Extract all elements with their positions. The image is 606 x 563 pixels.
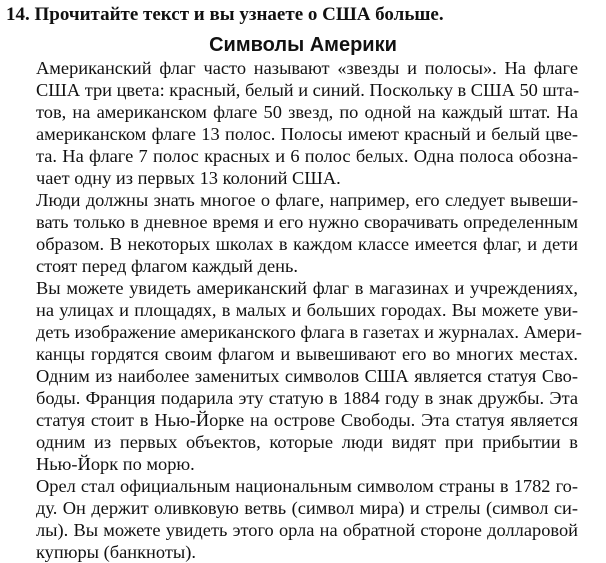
text-line: купюры (банкноты). — [36, 542, 196, 562]
text-line: стоят перед флагом каждый день. — [36, 256, 298, 276]
text-line: лы). Вы можете увидеть этого орла на обратной стороне долларовой — [36, 520, 578, 540]
text-line: канцы гордятся своим флагом и вывешивают его во многих местах. — [36, 344, 578, 364]
text-line: американском флаге 13 полос. Полосы имеют красный и белый цве- — [36, 124, 578, 144]
text-line: статуя стоит в Нью-Йорке на острове Свободы. Эта статуя является — [36, 410, 578, 430]
document-title: Символы Америки — [209, 34, 397, 56]
text-line: деть изображение американского флага в газетах и журналах. Амери- — [36, 322, 582, 342]
text-line: вать только в дневное время и его нужно сворачивать определенным — [36, 212, 578, 232]
text-line: Люди должны знать многое о флаге, например, его следует вывеши- — [36, 190, 578, 210]
text-line: та. На флаге 7 полос красных и 6 полос белых. Одна полоса обозна- — [36, 146, 578, 166]
text-line: одним из первых объектов, которые люди видят при прибытии в — [36, 432, 578, 452]
text-line: Вы можете увидеть американский флаг в магазинах и учреждениях, — [36, 278, 578, 298]
text-line: США три цвета: красный, белый и синий. Поскольку в США 50 шта- — [36, 80, 580, 100]
text-line: чает одну из первых 13 колоний США. — [36, 168, 341, 188]
text-line: Орел стал официальным национальным символом страны в 1782 го- — [36, 476, 578, 496]
text-line: ду. Он держит оливковую ветвь (символ мира) и стрелы (символ си- — [36, 498, 578, 518]
text-line: на улицах и площадях, в малых и больших городах. Вы можете уви- — [36, 300, 578, 320]
text-line: Американский флаг часто называют «звезды и полосы». На флаге — [36, 58, 578, 78]
text-line: Одним из наиболее заменитых символов США является статуя Сво- — [36, 366, 578, 386]
task-heading: 14. Прочитайте текст и вы узнаете о США больше. — [6, 4, 444, 25]
text-line: образом. В некоторых школах в каждом классе имеется флаг, и дети — [36, 234, 578, 254]
text-line: боды. Франция подарила эту статую в 1884 году в знак дружбы. Эта — [36, 388, 578, 408]
text-line: Нью-Йорк по морю. — [36, 454, 195, 474]
text-line: тов, на американском флаге 50 звезд, по одной на каждый штат. На — [36, 102, 578, 122]
